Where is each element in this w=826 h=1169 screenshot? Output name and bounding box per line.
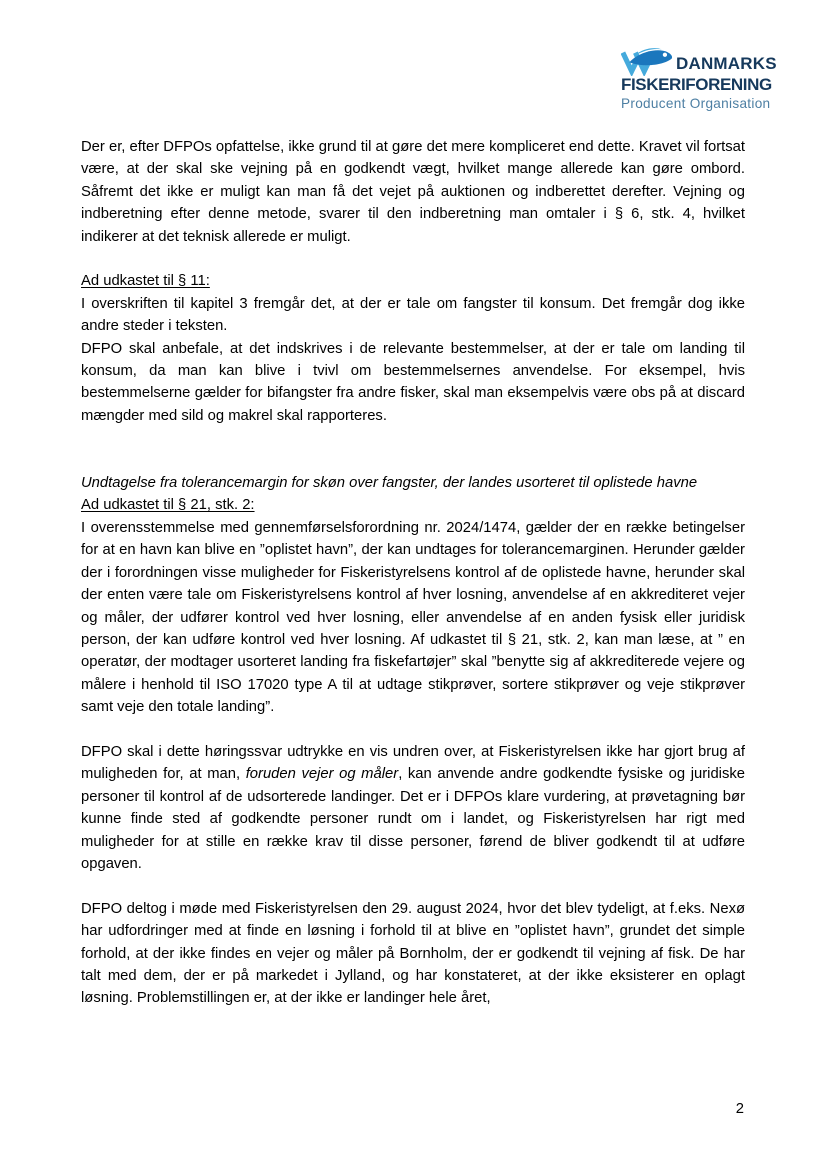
section-11-paragraph-2: DFPO skal anbefale, at det indskrives i de relevante bestemmelser, at der er tale om landing til konsum, da man kan blive i tvivl om bestemmelsernes anvendelse. For eksempel, hvis bestemmelserne gælder for bifangster fra andre fisker, skal man eksempelvis være obs på at discard mængder med sild og makrel skal rapporteres.	[81, 340, 745, 424]
section-heading-21: Ad udkastet til § 21, stk. 2:	[81, 497, 255, 514]
section-heading-11: Ad udkastet til § 11:	[81, 273, 210, 290]
logo-name-line1: DANMARKS	[676, 53, 777, 73]
logo-name-line2: FISKERIFORENING	[621, 75, 772, 94]
section-21-paragraph-2	[81, 741, 745, 875]
section-21-paragraph-1: I overensstemmelse med gennemførselsforordning nr. 2024/1474, gælder der en række betingelser for at en havn kan blive en ”oplistet havn”, der kan undtages for tolerancemarginen. Herunder gælder der i forordningen visse muligheder for Fiskeristyrelsens kontrol af de oplistede havne, herunder skal der enten være tale om Fiskeristyrelsens kontrol af hver losning, anvendelse af en akkrediteret vejer og måler, der udfører kontrol ved hver losning, eller anvendelse af en anden fysisk eller juridisk person, der kan udføre kontrol ved hver losning. Af udkastet til § 21, stk. 2, kan man læse, at ” en operatør, der modtager usorteret landing fra fiskefartøjer” skal ”benytte sig af akkrediterede vejere og målere i henhold til ISO 17020 type A til at udtage stikprøver, sortere stikprøver og veje stikprøver samt veje den totale landing”.	[81, 519, 745, 716]
logo-tagline: Producent Organisation	[621, 96, 771, 111]
section-21-paragraph-3: DFPO deltog i møde med Fiskeristyrelsen den 29. august 2024, hvor det blev tydeligt, at f.eks. Nexø har udfordringer med at finde en løsning i forhold til at blive en ”oplistet havn”, grundet det simple forhold, at der ikke findes en vejer og måler på Bornholm, der er godkendt til vejning af fisk. De har talt med dem, der er på markedet i Jylland, og har konstateret, at der ikke eksisterer en oplagt løsning. Problemstillingen er, at der ikke er landinger hele året,	[81, 900, 745, 1007]
document-body	[81, 136, 745, 1010]
organisation-logo	[621, 52, 779, 111]
paragraph-intro: Der er, efter DFPOs opfattelse, ikke grund til at gøre det mere kompliceret end dette. Kravet vil fortsat være, at der skal ske vejning på en godkendt vægt, hvilket mange allerede kan gøre ombord. Såfremt det ikke er muligt kan man få det vejet på auktionen og indberettet derefter. Vejning og indberetning efter denne metode, svarer til den indberetning man omtaler i § 6, stk. 4, hvilket indikerer at det teknisk allerede er muligt.	[81, 139, 745, 245]
paragraph-2-italic-phrase: foruden vejer og måler	[245, 766, 399, 783]
section-21-italic-heading: Undtagelse fra tolerancemargin for skøn over fangster, der landes usorteret til oplistede havne	[81, 475, 698, 492]
section-11-paragraph-1: I overskriften til kapitel 3 fremgår det, at der er tale om fangster til konsum. Det fremgår dog ikke andre steder i teksten.	[81, 295, 745, 335]
page-number: 2	[735, 1101, 744, 1117]
paragraph-2-text-post: , kan anvende andre godkendte fysiske og juridiske personer til kontrol af de udsorterede landinger. Det er i DFPOs klare vurdering, at prøvetagning bør kunne finde sted af godkendte personer rundt om i landet, og Fiskeristyrelsen har rigt med muligheder for at stille en række krav til disse personer, førend de bliver godkendt til at udføre opgaven.	[81, 766, 745, 872]
logo-row	[621, 52, 779, 74]
fish-waves-icon	[621, 46, 673, 76]
paragraph-2-text-pre: DFPO skal i dette høringssvar udtrykke en vis undren over, at Fiskeristyrelsen ikke har gjort brug af muligheden for, at man,	[81, 743, 745, 783]
